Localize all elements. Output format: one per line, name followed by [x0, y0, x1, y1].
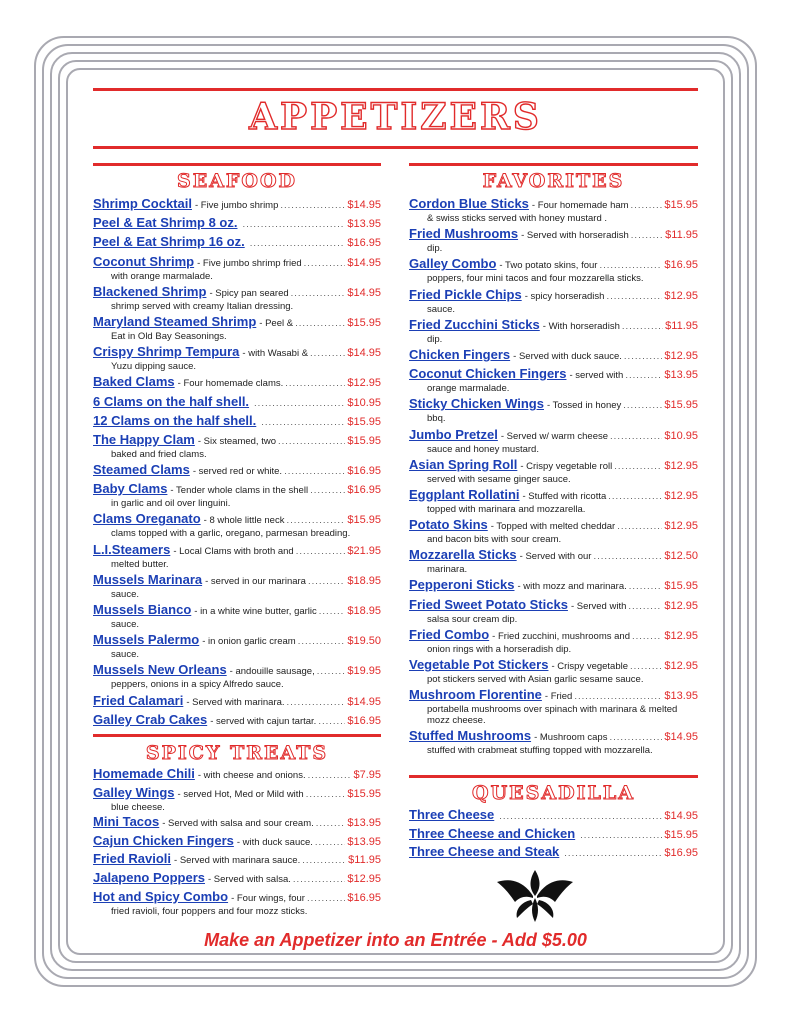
leader-dots — [304, 257, 346, 271]
seafood-rule — [93, 163, 381, 166]
favorites-rule — [409, 163, 698, 166]
item-description-continued: stuffed with crabmeat stuffing topped with mozzarella. — [427, 745, 653, 757]
menu-item — [409, 688, 698, 726]
item-name: Eggplant Rollatini — [409, 486, 520, 502]
item-description: - Tender whole clams in the shell — [170, 485, 309, 497]
item-name: Chicken Fingers — [409, 346, 511, 362]
leader-dots — [617, 520, 662, 534]
item-price: $14.95 — [347, 286, 381, 299]
item-name: 12 Clams on the half shell. — [93, 412, 257, 428]
menu-item — [93, 285, 381, 312]
leader-dots — [280, 199, 345, 213]
item-name: Galley Combo — [409, 256, 497, 272]
favorites-list — [409, 197, 698, 760]
title-rule-bottom — [93, 146, 698, 149]
item-description: - Local Clams with broth and — [173, 545, 294, 557]
menu-item — [93, 345, 381, 372]
menu-item — [409, 845, 698, 861]
item-name: Fried Sweet Potato Sticks — [409, 596, 568, 612]
leader-dots — [296, 545, 346, 559]
item-name: Shrimp Cocktail — [93, 196, 192, 211]
item-name: Steamed Clams — [93, 462, 190, 478]
item-description: - Served with marinara sauce. — [174, 855, 301, 867]
item-price: $12.95 — [347, 872, 381, 885]
leader-dots — [254, 397, 345, 411]
item-description-continued: dip. — [427, 243, 443, 255]
item-name: Fried Mushrooms — [409, 226, 519, 242]
item-description-continued: with orange marmalade. — [111, 270, 213, 282]
menu-item — [93, 713, 381, 729]
item-description: - served with cajun tartar. — [210, 715, 317, 727]
menu-item — [93, 603, 381, 630]
item-description-continued: shrimp served with creamy Italian dressing. — [111, 300, 294, 312]
item-name: Jumbo Pretzel — [409, 426, 498, 442]
menu-item — [409, 257, 698, 284]
item-description-continued: melted butter. — [111, 558, 169, 570]
leader-dots — [287, 696, 346, 710]
menu-item — [93, 834, 381, 850]
item-price: $15.95 — [347, 787, 381, 800]
menu-item — [93, 255, 381, 282]
item-description: - served Hot, Med or Mild with — [177, 788, 304, 800]
leader-dots — [629, 580, 663, 594]
leader-dots — [278, 435, 345, 449]
menu-item — [93, 512, 381, 539]
item-price: $16.95 — [664, 259, 698, 272]
item-price: $13.95 — [664, 690, 698, 703]
leader-dots — [630, 660, 662, 674]
menu-item — [93, 871, 381, 887]
leader-dots — [250, 237, 346, 251]
menu-item — [409, 318, 698, 345]
menu-item — [93, 663, 381, 690]
item-name: Fried Combo — [409, 626, 490, 642]
item-name: Cajun Chicken Fingers — [93, 832, 234, 848]
item-description-continued: sauce. — [427, 303, 455, 315]
item-name: Jalapeno Poppers — [93, 869, 205, 885]
item-description-continued: topped with marinara and mozzarella. — [427, 503, 586, 515]
item-description: - spicy horseradish — [524, 290, 605, 302]
leader-dots — [307, 892, 345, 906]
item-description: - with Wasabi & — [242, 348, 309, 360]
item-description-continued: peppers, onions in a spicy Alfredo sauce. — [111, 679, 284, 691]
item-name: 6 Clams on the half shell. — [93, 393, 250, 409]
item-description-continued: sauce. — [111, 588, 139, 600]
item-price: $12.95 — [664, 459, 698, 472]
menu-item — [93, 573, 381, 600]
item-name: Galley Wings — [93, 784, 175, 800]
item-name: Cordon Blue Sticks — [409, 196, 529, 211]
menu-item — [409, 658, 698, 685]
leader-dots — [632, 630, 662, 644]
item-name: Maryland Steamed Shrimp — [93, 313, 257, 329]
leader-dots — [286, 514, 345, 528]
leader-dots — [302, 854, 346, 868]
item-name: Galley Crab Cakes — [93, 711, 208, 727]
item-description-continued: bbq. — [427, 413, 446, 425]
item-description: - Topped with melted cheddar — [490, 521, 616, 533]
menu-item — [409, 288, 698, 315]
leader-dots — [622, 320, 663, 334]
item-price: $13.95 — [347, 817, 381, 830]
item-description: - Served with salsa and sour cream. — [162, 818, 314, 830]
menu-item — [409, 488, 698, 515]
item-description-continued: Yuzu dipping sauce. — [111, 361, 197, 373]
item-description-continued: baked and fried clams. — [111, 448, 207, 460]
leader-dots — [580, 829, 662, 843]
item-price: $12.95 — [347, 377, 381, 390]
item-description-continued: pot stickers served with Asian garlic sesame sauce. — [427, 674, 644, 685]
leader-dots — [631, 229, 663, 243]
item-name: Coconut Shrimp — [93, 253, 195, 269]
leader-dots — [291, 287, 346, 301]
item-price: $19.50 — [347, 635, 381, 648]
leader-dots — [608, 490, 662, 504]
leader-dots — [593, 550, 662, 564]
item-description-continued: fried ravioli, four poppers and four mozz sticks. — [111, 905, 308, 917]
item-price: $14.95 — [347, 256, 381, 269]
menu-item — [93, 543, 381, 570]
leader-dots — [564, 847, 662, 861]
item-name: Blackened Shrimp — [93, 283, 207, 299]
item-name: Mozzarella Sticks — [409, 547, 517, 563]
item-price: $14.95 — [347, 347, 381, 360]
item-description: - Crispy vegetable — [551, 661, 629, 672]
leader-dots — [599, 259, 662, 273]
item-description: - With horseradish — [542, 320, 620, 332]
leader-dots — [499, 810, 662, 824]
item-price: $15.95 — [664, 828, 698, 841]
page-title: APPETIZERS — [249, 96, 542, 138]
item-name: Baked Clams — [93, 374, 175, 390]
item-price: $14.95 — [664, 810, 698, 822]
item-price: $7.95 — [353, 769, 381, 781]
item-description: - Four homemade ham — [531, 200, 629, 211]
leader-dots — [306, 788, 346, 802]
item-price: $12.95 — [664, 349, 698, 362]
item-price: $14.95 — [347, 695, 381, 708]
leader-dots — [624, 350, 662, 364]
item-name: Mussels Palermo — [93, 632, 200, 648]
seafood-list — [93, 197, 381, 732]
item-price: $13.95 — [664, 369, 698, 382]
leader-dots — [623, 399, 662, 413]
item-description: - Five jumbo shrimp fried — [197, 257, 302, 269]
item-name: Homemade Chili — [93, 766, 195, 781]
leader-dots — [285, 377, 345, 391]
item-price: $16.95 — [664, 847, 698, 860]
menu-item — [93, 694, 381, 710]
menu-item — [409, 348, 698, 364]
spicy-list — [93, 767, 381, 919]
leader-dots — [308, 769, 352, 783]
menu-item — [409, 367, 698, 394]
item-price: $15.95 — [347, 316, 381, 329]
item-description: - Crispy vegetable roll — [520, 460, 613, 472]
item-description: - served red or white. — [192, 466, 283, 478]
item-description-continued: sauce. — [111, 649, 139, 661]
item-price: $12.95 — [664, 660, 698, 672]
item-price: $15.95 — [664, 580, 698, 593]
menu-item — [93, 235, 381, 251]
leader-dots — [261, 416, 345, 430]
item-description: - Fried — [544, 691, 573, 703]
spicy-heading: SPICY TREATS — [145, 742, 329, 764]
leader-dots — [631, 199, 663, 213]
item-description: - Served with marinara. — [186, 696, 285, 708]
item-description: - in a white wine butter, garlic — [194, 606, 317, 617]
item-name: Fried Pickle Chips — [409, 286, 522, 302]
leader-dots — [298, 635, 346, 649]
item-name: Stuffed Mushrooms — [409, 728, 532, 744]
item-price: $18.95 — [347, 574, 381, 587]
item-name: Asian Spring Roll — [409, 456, 518, 472]
item-description: - Stuffed with ricotta — [522, 490, 607, 502]
item-price: $11.95 — [665, 229, 698, 242]
item-description-continued: salsa sour cream dip. — [427, 613, 518, 625]
menu-item — [93, 482, 381, 509]
item-price: $10.95 — [347, 396, 381, 409]
leader-dots — [295, 317, 345, 331]
item-price: $12.95 — [664, 599, 698, 612]
item-description-continued: orange marmalade. — [427, 383, 510, 395]
item-description: - Two potato skins, four — [499, 260, 598, 272]
leader-dots — [614, 460, 662, 474]
item-name: Peel & Eat Shrimp 16 oz. — [93, 234, 245, 250]
item-price: $13.95 — [347, 835, 381, 848]
leader-dots — [606, 290, 662, 304]
item-description: - Tossed in honey — [546, 400, 622, 412]
item-price: $14.95 — [347, 199, 381, 211]
item-description: - Four wings, four — [231, 892, 305, 904]
item-description-continued: sauce. — [111, 619, 139, 630]
item-price: $11.95 — [348, 854, 381, 867]
quesadilla-list — [409, 808, 698, 864]
item-price: $16.95 — [347, 891, 381, 904]
item-description-continued: served with sesame ginger sauce. — [427, 473, 571, 485]
item-name: L.I.Steamers — [93, 541, 171, 557]
quesadilla-heading: QUESADILLA — [472, 782, 635, 804]
item-price: $15.95 — [664, 399, 698, 412]
item-price: $12.95 — [664, 289, 698, 302]
menu-item — [409, 518, 698, 545]
leader-dots — [293, 873, 345, 887]
item-description: - in onion garlic cream — [202, 636, 296, 648]
menu-item — [409, 729, 698, 756]
item-name: Baby Clams — [93, 481, 168, 497]
item-description: - with mozz and marinara. — [517, 581, 627, 593]
menu-item — [93, 890, 381, 917]
item-description-continued: Eat in Old Bay Seasonings. — [111, 330, 227, 342]
item-description-continued: blue cheese. — [111, 801, 165, 813]
item-description: - Six steamed, two — [197, 435, 276, 447]
leader-dots — [316, 817, 346, 831]
menu-item — [409, 227, 698, 254]
item-name: Mushroom Florentine — [409, 687, 542, 703]
seafood-heading: SEAFOOD — [176, 170, 297, 192]
menu-item — [93, 375, 381, 391]
item-name: Fried Ravioli — [93, 851, 172, 867]
menu-item — [409, 197, 698, 224]
quesadilla-rule — [409, 775, 698, 778]
leader-dots — [310, 347, 345, 361]
item-price: $12.95 — [664, 489, 698, 502]
item-name: Fried Calamari — [93, 692, 184, 708]
item-description: - 8 whole little neck — [203, 515, 285, 527]
item-price: $12.50 — [664, 550, 698, 563]
item-description-continued: & swiss sticks served with honey mustard . — [427, 213, 608, 224]
item-price: $11.95 — [665, 319, 698, 332]
leader-dots — [308, 575, 345, 589]
favorites-heading: FAVORITES — [482, 170, 625, 192]
menu-item — [409, 628, 698, 655]
item-name: Mussels Marinara — [93, 571, 203, 587]
item-description-continued: portabella mushrooms over spinach with marinara & melted mozz cheese. — [427, 704, 678, 727]
item-name: Pepperoni Sticks — [409, 577, 515, 593]
item-name: Fried Zucchini Sticks — [409, 316, 540, 332]
item-name: The Happy Clam — [93, 431, 195, 447]
item-price: $21.95 — [347, 544, 381, 557]
item-description: - Served with duck sauce. — [513, 350, 622, 362]
menu-item — [409, 397, 698, 424]
item-description: - Fried zucchini, mushrooms and — [492, 630, 630, 642]
item-name: Peel & Eat Shrimp 8 oz. — [93, 215, 238, 231]
item-description: - Served with our — [519, 551, 592, 563]
item-price: $16.95 — [347, 714, 381, 727]
item-description: - with duck sauce. — [236, 836, 313, 848]
item-price: $12.95 — [664, 520, 698, 533]
item-price: $14.95 — [664, 731, 698, 744]
menu-item — [409, 428, 698, 455]
item-description-continued: in garlic and oil over linguini. — [111, 498, 231, 510]
footer-note: Make an Appetizer into an Entrée - Add $5.00 — [204, 930, 587, 950]
menu-item — [409, 808, 698, 824]
spicy-rule — [93, 734, 381, 737]
item-price: $15.95 — [347, 514, 381, 527]
item-name: Potato Skins — [409, 517, 488, 533]
item-price: $16.95 — [347, 484, 381, 497]
item-price: $18.95 — [347, 605, 381, 617]
menu-item — [93, 786, 381, 813]
menu-item — [409, 827, 698, 843]
item-description: - Served with salsa. — [207, 873, 291, 885]
item-description-continued: and bacon bits with sour cream. — [427, 534, 562, 546]
item-name: Mini Tacos — [93, 814, 160, 830]
leader-dots — [625, 369, 662, 383]
item-name: Three Cheese and Steak — [409, 844, 560, 860]
item-description: - Five jumbo shrimp — [194, 200, 279, 211]
item-description: - andouille sausage, — [229, 666, 315, 678]
item-description: - Served w/ warm cheese — [500, 430, 609, 442]
item-name: Three Cheese — [409, 807, 495, 822]
menu-item — [93, 216, 381, 232]
item-description: - served with — [569, 370, 624, 382]
item-description: - served in our marinara — [205, 575, 306, 587]
leader-dots — [610, 430, 662, 444]
menu-item — [409, 548, 698, 575]
leader-dots — [574, 690, 662, 704]
item-price: $16.95 — [347, 237, 381, 250]
leader-dots — [310, 484, 345, 498]
item-description: - Served with horseradish — [521, 230, 629, 242]
menu-item — [93, 315, 381, 342]
menu-item — [93, 433, 381, 460]
menu-item — [93, 815, 381, 831]
leader-dots — [243, 218, 346, 232]
menu-item — [93, 463, 381, 479]
item-description: - Peel & — [259, 317, 294, 329]
item-price: $15.95 — [347, 415, 381, 428]
title-rule-top — [93, 88, 698, 91]
leader-dots — [317, 665, 346, 679]
item-price: $12.95 — [664, 629, 698, 642]
item-description-continued: poppers, four mini tacos and four mozzarella sticks. — [427, 273, 644, 285]
item-description: - Spicy pan seared — [209, 287, 289, 299]
menu-item — [409, 458, 698, 485]
leader-dots — [628, 600, 662, 614]
menu-item — [409, 598, 698, 625]
item-name: Coconut Chicken Fingers — [409, 366, 567, 382]
item-name: Hot and Spicy Combo — [93, 888, 229, 904]
menu-item — [93, 395, 381, 411]
leader-dots — [284, 465, 345, 479]
item-description: - Mushroom caps — [534, 732, 608, 744]
item-price: $13.95 — [347, 218, 381, 231]
item-description-continued: marinara. — [427, 564, 468, 576]
item-name: Vegetable Pot Stickers — [409, 657, 549, 672]
leader-dots — [318, 715, 345, 729]
item-price: $16.95 — [347, 465, 381, 478]
menu-item — [93, 852, 381, 868]
item-price: $15.95 — [347, 434, 381, 447]
item-name: Clams Oreganato — [93, 511, 201, 527]
leader-dots — [319, 605, 346, 619]
item-name: Sticky Chicken Wings — [409, 396, 544, 412]
item-description-continued: dip. — [427, 333, 443, 345]
item-description: - with cheese and onions. — [197, 770, 306, 781]
item-description-continued: sauce and honey mustard. — [427, 443, 539, 455]
leader-dots — [609, 731, 662, 745]
fleur-ornament-icon — [495, 868, 575, 924]
menu-item — [93, 767, 381, 783]
item-description-continued: clams topped with a garlic, oregano, parmesan breading. — [111, 528, 351, 540]
item-name: Three Cheese and Chicken — [409, 825, 576, 841]
item-description-continued: onion rings with a horseradish dip. — [427, 643, 572, 655]
item-price: $15.95 — [664, 199, 698, 211]
item-name: Crispy Shrimp Tempura — [93, 344, 240, 360]
menu-item — [93, 633, 381, 660]
item-name: Mussels Bianco — [93, 602, 192, 617]
menu-item — [93, 414, 381, 430]
menu-item — [409, 578, 698, 594]
item-description: - Four homemade clams. — [177, 378, 284, 390]
menu-item — [93, 197, 381, 213]
item-price: $10.95 — [664, 429, 698, 442]
leader-dots — [315, 836, 345, 850]
item-price: $19.95 — [347, 665, 381, 678]
item-description: - Served with — [570, 600, 627, 612]
item-name: Mussels New Orleans — [93, 662, 227, 678]
